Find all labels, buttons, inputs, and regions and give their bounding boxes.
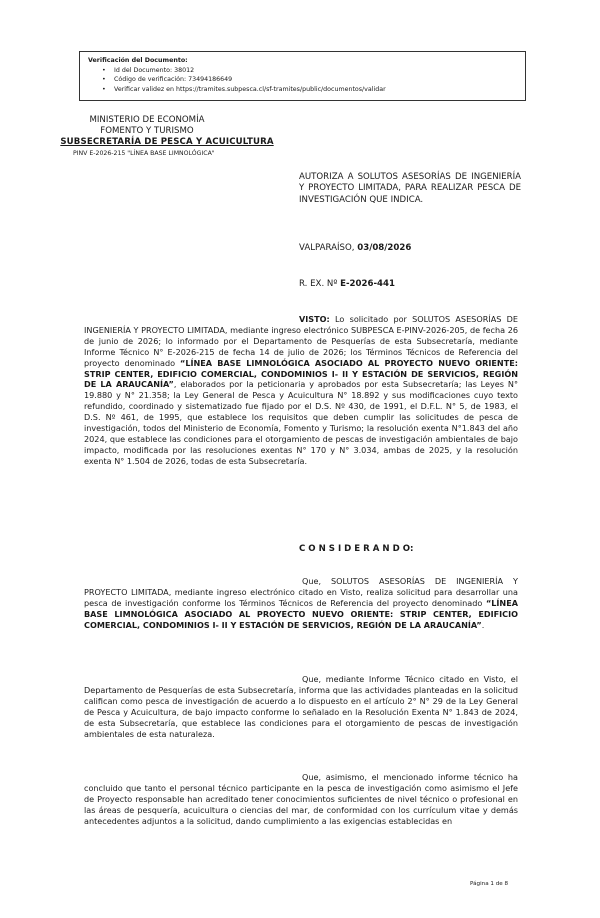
visto-text-1: Lo solicitado por SOLUTOS ASESORÍAS DE INGENIERÍA Y PROYECTO LIMITADA, mediante ingreso electrónico SUBPESCA E-PINV-2026-205, de fecha 26 de junio de 2026; lo informado por el Departamento de Pesquerías de esta Subsecretaría, mediante Informe Técnico N° E-2026-215 de fecha 14 de julio de 2026; los Términos Técnicos de Referencia del proyecto denominado <box>84 314 518 368</box>
considerando-1-text: Que, SOLUTOS ASESORÍAS DE INGENIERÍA Y PROYECTO LIMITADA, mediante ingreso electrónico citado en Visto, realiza solicitud para desarrollar una pesca de investigación conforme los Términos Técnicos de Referencia del proyecto denominado <box>84 576 518 608</box>
visto-text-2: , elaborados por la peticionaria y aprobados por esta Subsecretaría; las Leyes N° 19.880 y N° 21.358; la Ley General de Pesca y Acuicultura N° 18.892 y sus modificaciones cuyo texto refundido, coordinado y sistematizado fue fijado por el D.S. Nº 430, de 1991, el D.F.L. N° 5, de 1983, el D.S. Nº 461, de 1995, que establece los requisitos que deben cumplir las solicitudes de pesca de investigación, todos del Ministerio de Economía, Fomento y Turismo; la resolución exenta N°1.843 del año 2024, que establece las condiciones para el otorgamiento de pescas de investigación ambientales de bajo impacto, modificada por las resoluciones exentas N° 170 y N° 3.034, ambas de 2025, y la resolución exenta N° 1.504 de 2026, todas de esta Subsecretaría. <box>84 379 518 466</box>
document-reference: PINV E-2026-215 "LÍNEA BASE LIMNOLÓGICA" <box>73 150 215 157</box>
visto-project-name: “LÍNEA BASE LIMNOLÓGICA ASOCIADO AL PROYECTO NUEVO ORIENTE: STRIP CENTER, EDIFICIO COMERCIAL, CONDOMINIOS I- II Y ESTACIÓN DE SERVICIOS, REGIÓN DE LA ARAUCANÍA” <box>84 357 518 390</box>
ministry-name: MINISTERIO DE ECONOMÍA <box>89 115 205 125</box>
verification-code: • Código de verificación: 73494186649 <box>114 75 517 85</box>
page-number: Página 1 de 8 <box>470 881 509 887</box>
resolution-subject: AUTORIZA A SOLUTOS ASESORÍAS DE INGENIERÍA Y PROYECTO LIMITADA, PARA REALIZAR PESCA DE INVESTIGACIÓN QUE INDICA. <box>299 172 521 205</box>
considerando-1-end: . <box>481 619 485 630</box>
resolution-id: E-2026-441 <box>340 279 395 289</box>
verification-box <box>79 51 526 101</box>
resolution-prefix: R. EX. Nº <box>299 279 341 289</box>
considerando-3: Que, asimismo, el mencionado informe técnico ha concluido que tanto el personal técnico participante en la pesca de investigación como asimismo el Jefe de Proyecto responsable han acreditado tener conocimientos suficientes de nivel técnico o profesional en las áreas de pesquería, acuicultura o ciencias del mar, de conformidad con los currículum vitae y demás antecedentes adjuntos a la solicitud, dando cumplimiento a las exigencias establecidas en <box>84 772 518 826</box>
visto-label: VISTO: <box>299 314 330 324</box>
subsecretaria-name: SUBSECRETARÍA DE PESCA Y ACUICULTURA <box>60 137 274 147</box>
date: 03/08/2026 <box>357 243 412 253</box>
ministry-subtitle: FOMENTO Y TURISMO <box>100 126 194 136</box>
considerando-heading: C O N S I D E R A N D O: <box>299 544 414 554</box>
verification-doc-id: • Id del Documento: 38012 <box>114 66 517 76</box>
considerando-2: Que, mediante Informe Técnico citado en Visto, el Departamento de Pesquerías de esta Subsecretaría, informa que las actividades planteadas en la solicitud califican como pesca de investigación de acuerdo a lo dispuesto en el artículo 2° N° 29 de la Ley General de Pesca y Acuicultura, de bajo impacto conforme lo señalado en la Resolución Exenta N° 1.843 de 2024, de esta Subsecretaría, que establece las condiciones para el otorgamiento de pescas de investigación ambientales de esta naturaleza. <box>84 674 518 739</box>
visto-paragraph <box>84 314 518 467</box>
place: VALPARAÍSO, <box>299 243 358 253</box>
considerando-1 <box>84 576 518 631</box>
verification-url[interactable]: • Verificar validez en https://tramites.subpesca.cl/sf-tramites/public/documentos/validar <box>114 85 517 95</box>
verification-title: Verificación del Documento: <box>88 57 188 64</box>
place-date <box>299 243 411 253</box>
resolution-number <box>299 279 395 289</box>
verification-list <box>88 66 517 95</box>
considerando-1-project: “LÍNEA BASE LIMNOLÓGICA ASOCIADO AL PROYECTO NUEVO ORIENTE: STRIP CENTER, EDIFICIO COMERCIAL, CONDOMINIOS I- II Y ESTACIÓN DE SERVICIOS, REGIÓN DE LA ARAUCANÍA” <box>84 597 518 630</box>
